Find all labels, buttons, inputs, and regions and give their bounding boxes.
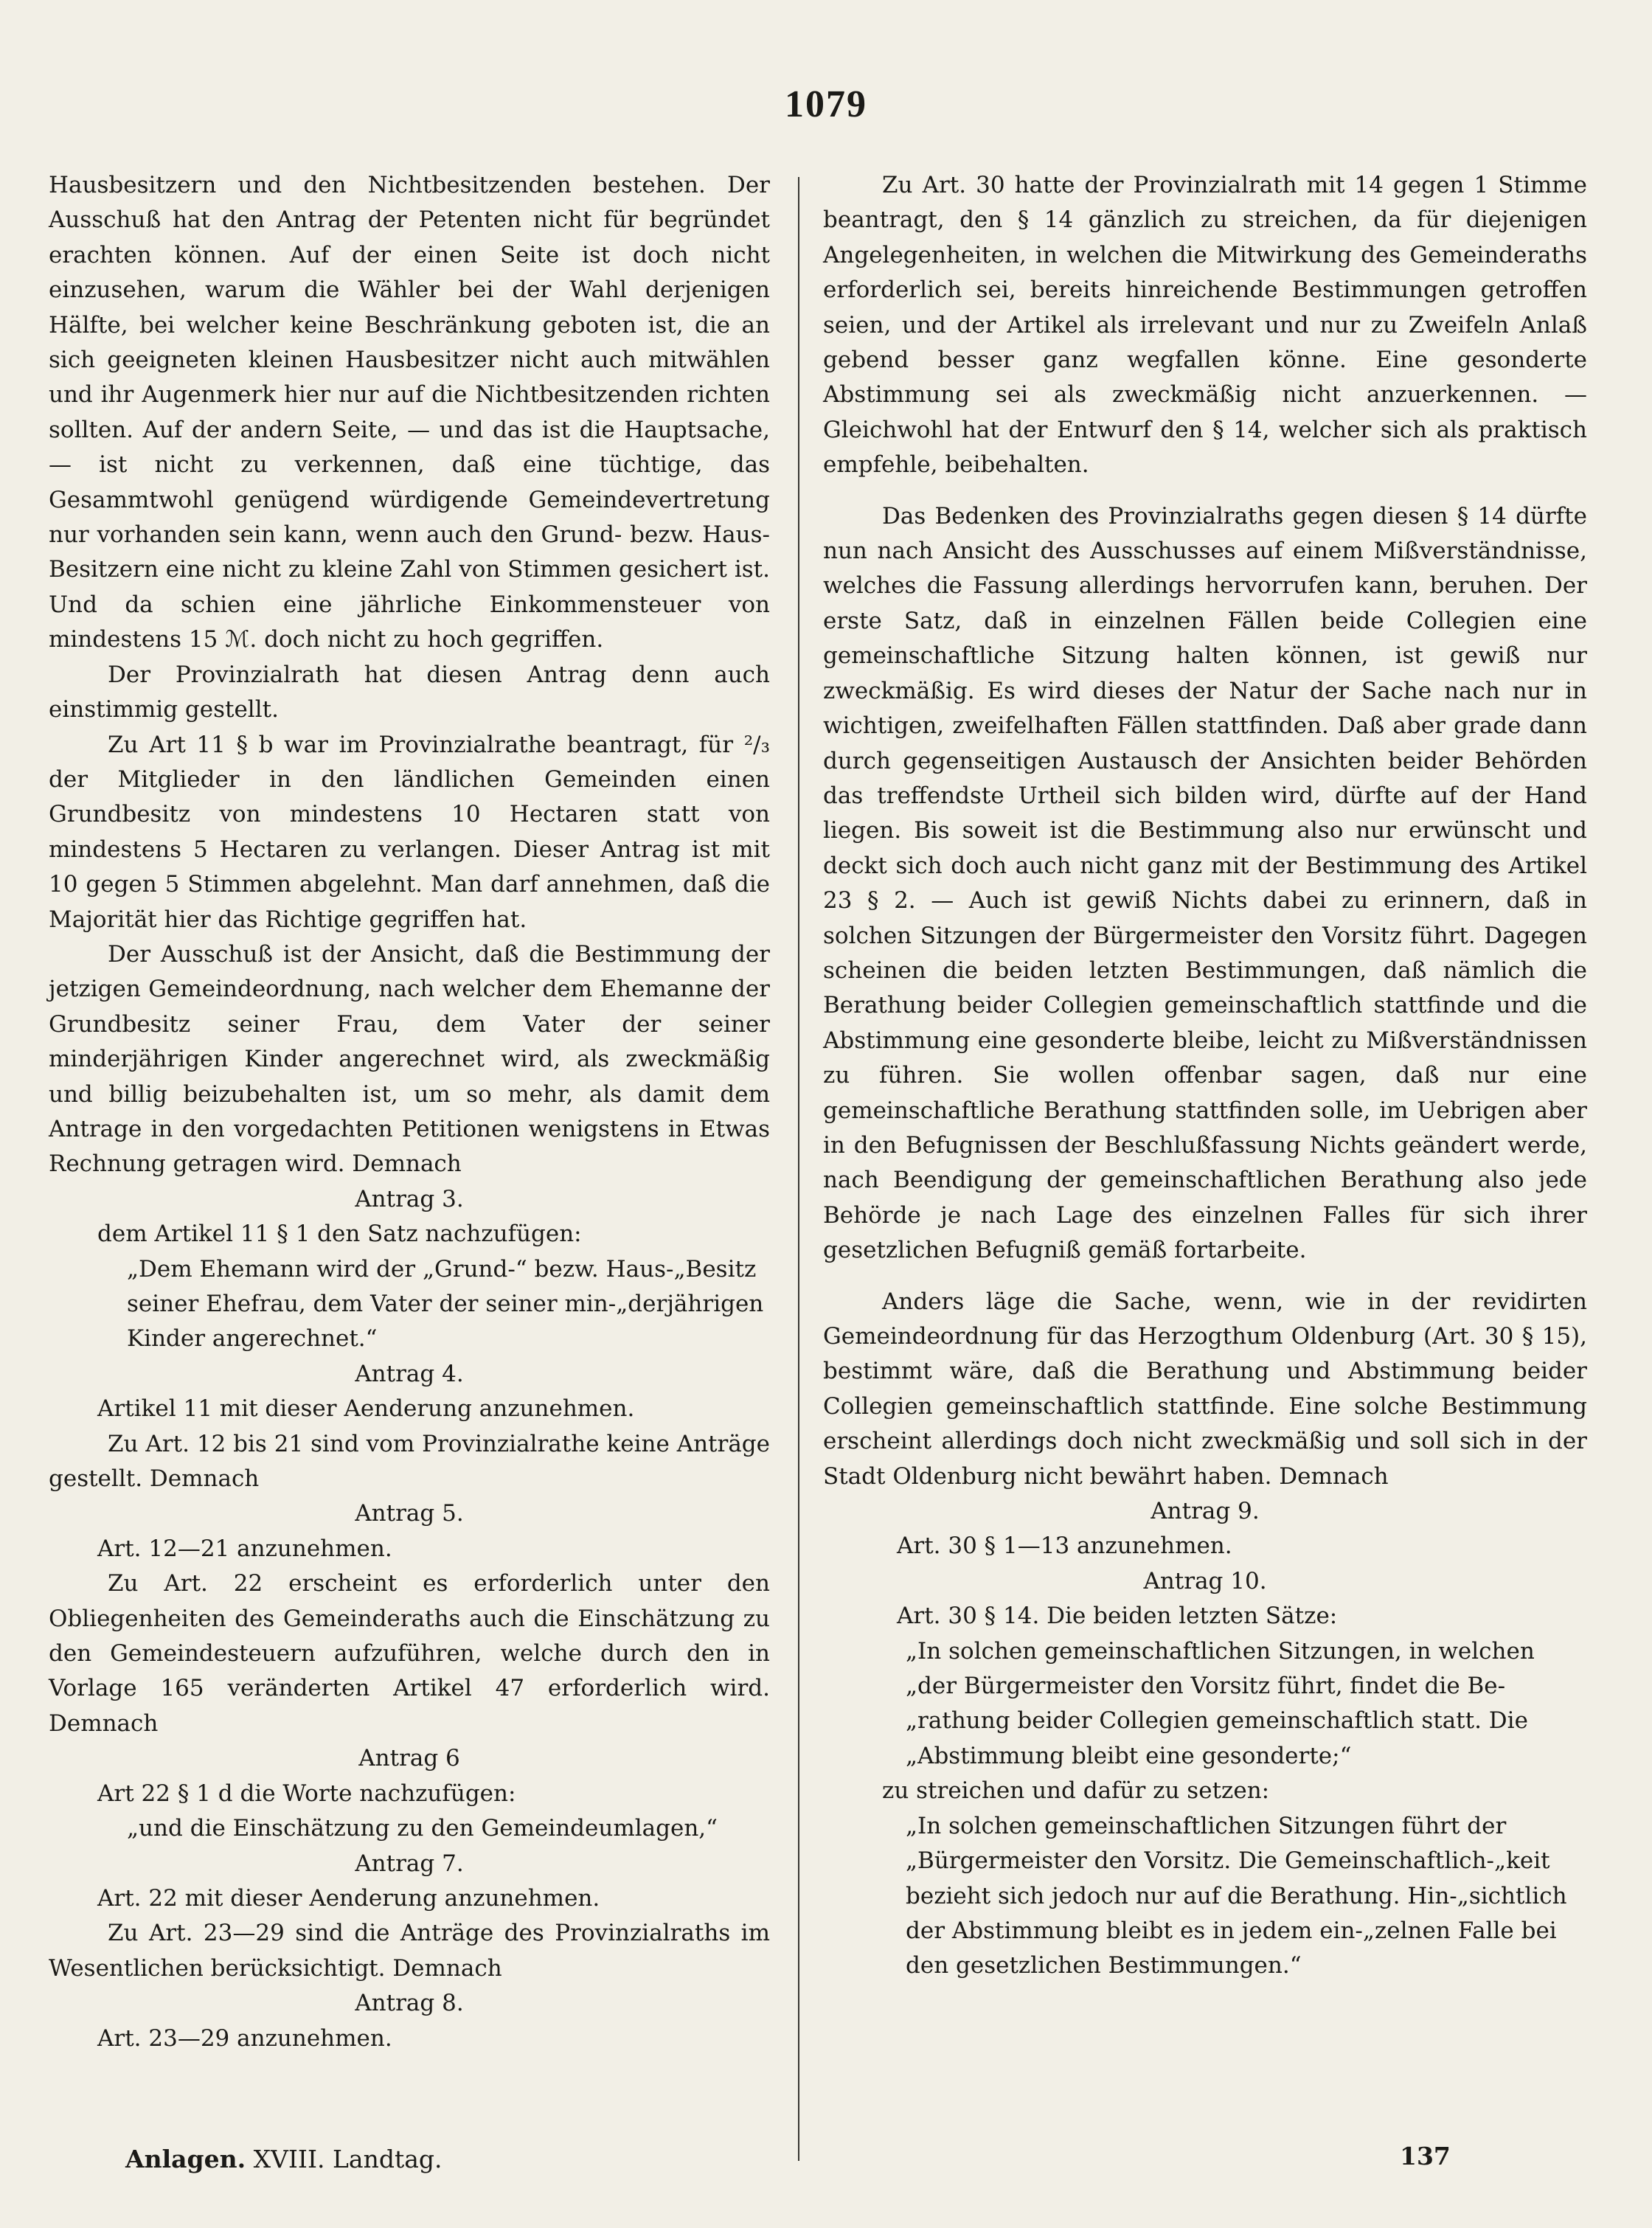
left-paragraph: Zu Art. 12 bis 21 sind vom Provinzialrathe keine Anträge gestellt. Demnach: [49, 1430, 770, 1493]
left-paragraph: Hausbesitzern und den Nichtbesitzenden bestehen. Der Ausschuß hat den Antrag der Petenten nicht für begründet erachten können. Auf der einen Seite ist doch nicht einzusehen, warum die Wähler bei der Wahl derjenigen Hälfte, bei welcher keine Beschränkung geboten ist, die an sich geeigneten kleinen Hausbesitzer nicht auch mitwählen und ihr Augenmerk hier nur auf die Nichtbesitzenden richten sollten. Auf der andern Seite, — und das ist die Hauptsache, — ist nicht zu verkennen, daß eine tüchtige, das Gesammtwohl genügend würdigende Gemeindevertretung nur vorhanden sein kann, wenn auch den Grund- bezw. Haus-Besitzern eine nicht zu kleine Zahl von Stimmen gesichert ist. Und da schien eine jährliche Einkommensteuer von mindestens 15 ℳ. doch nicht zu hoch gegriffen.: [49, 172, 770, 653]
right-paragraph: „In solchen gemeinschaftlichen Sitzungen führt der „Bürgermeister den Vorsitz. Die Gemeinschaftlich-„keit bezieht sich jedoch nur auf die Berathung. Hin-„sichtlich der Abstimmung bleibt es in jedem ein-„zelnen Falle bei den gesetzlichen Bestimmungen.“: [906, 1812, 1567, 1979]
left-motion-heading: Antrag 8.: [355, 1990, 464, 2017]
left-motion-heading: Antrag 4.: [355, 1360, 464, 1387]
left-motion-heading: Antrag 7.: [355, 1850, 464, 1877]
right-paragraph: Das Bedenken des Provinzialraths gegen diesen § 14 dürfte nun nach Ansicht des Ausschusses auf einem Mißverständnisse, welches die Fassung allerdings hervorrufen kann, beruhen. Der erste Satz, daß in einzelnen Fällen beide Collegien eine gemeinschaftliche Sitzung halten können, ist gewiß nur zweckmäßig. Es wird dieses der Natur der Sache nach nur in wichtigen, zweifelhaften Fällen stattfinden. Daß aber grade dann durch gegenseitigen Austausch der Ansichten beider Behörden das treffendste Urtheil sich bilden wird, dürfte auf der Hand liegen. Bis soweit ist die Bestimmung also nur erwünscht und deckt sich doch auch nicht ganz mit der Bestimmung des Artikel 23 § 2. — Auch ist gewiß Nichts dabei zu erinnern, daß in solchen Sitzungen der Bürgermeister den Vorsitz führt. Dagegen scheinen die beiden letzten Bestimmungen, daß nämlich die Berathung beider Collegien gemeinschaftlich stattfinde und die Abstimmung eine gesonderte bleibe, leicht zu Mißverständnissen zu führen. Sie wollen offenbar sagen, daß nur eine gemeinschaftliche Berathung stattfinden solle, im Uebrigen aber in den Befugnissen der Beschlußfassung Nichts geändert werde, nach Beendigung der gemeinschaftlichen Berathung also jede Behörde je nach Lage des einzelnen Falles für sich ihrer gesetzlichen Befugniß gemäß fortarbeite.: [823, 502, 1587, 1264]
right-motion-heading: Antrag 10.: [1143, 1567, 1267, 1594]
left-paragraph: Der Provinzialrath hat diesen Antrag denn auch einstimmig gestellt.: [49, 661, 770, 723]
right-paragraph: Art. 30 § 1—13 anzunehmen.: [897, 1533, 1232, 1560]
left-paragraph: Zu Art 11 § b war im Provinzialrathe beantragt, für ²/₃ der Mitglieder in den ländlichen Gemeinden einen Grundbesitz von mindestens 10 Hectaren statt von mindestens 5 Hectaren zu verlangen. Dieser Antrag ist mit 10 gegen 5 Stimmen abgelehnt. Man darf annehmen, daß die Majorität hier das Richtige gegriffen hat.: [49, 731, 770, 933]
right-paragraph: Art. 30 § 14. Die beiden letzten Sätze:: [897, 1603, 1338, 1630]
left-paragraph: Zu Art. 22 erscheint es erforderlich unter den Obliegenheiten des Gemeinderaths auch die Einschätzung zu den Gemeindesteuern aufzuführen, welche durch den in Vorlage 165 veränderten Artikel 47 erforderlich wird. Demnach: [49, 1570, 770, 1737]
right-paragraph: Anders läge die Sache, wenn, wie in der revidirten Gemeindeordnung für das Herzogthum Oldenburg (Art. 30 § 15), bestimmt wäre, daß die Berathung und Abstimmung beider Collegien gemeinschaftlich stattfinde. Eine solche Bestimmung erscheint allerdings doch nicht zweckmäßig und soll sich in der Stadt Oldenburg nicht bewährt haben. Demnach: [823, 1288, 1587, 1490]
left-paragraph: „und die Einschätzung zu den Gemeindeumlagen,“: [127, 1815, 718, 1842]
left-paragraph: Art 22 § 1 d die Worte nachzufügen:: [97, 1780, 516, 1807]
left-paragraph: dem Artikel 11 § 1 den Satz nachzufügen:: [97, 1221, 582, 1248]
left-motion-heading: Antrag 3.: [355, 1185, 464, 1212]
right-paragraph: zu streichen und dafür zu setzen:: [882, 1777, 1270, 1805]
page-number: 1079: [785, 83, 867, 125]
left-column: [49, 168, 770, 2056]
column-divider: [798, 177, 799, 2161]
left-motion-heading: Antrag 5.: [355, 1500, 464, 1527]
right-column: [823, 168, 1587, 1984]
left-motion-heading: Antrag 6: [358, 1745, 460, 1772]
footer-left: [125, 2145, 442, 2173]
right-paragraph: „In solchen gemeinschaftlichen Sitzungen, in welchen „der Bürgermeister den Vorsitz führt, findet die Be-„rathung beider Collegien gemeinschaftlich statt. Die „Abstimmung bleibt eine gesonderte;“: [906, 1637, 1535, 1769]
left-paragraph: Art. 23—29 anzunehmen.: [97, 2024, 392, 2052]
left-paragraph: Der Ausschuß ist der Ansicht, daß die Bestimmung der jetzigen Gemeindeordnung, nach welcher dem Ehemanne der Grundbesitz seiner Frau, dem Vater der seiner minderjährigen Kinder angerechnet wird, als zweckmäßig und billig beizubehalten ist, um so mehr, als damit dem Antrage in den vorgedachten Petitionen wenigstens in Etwas Rechnung getragen wird. Demnach: [49, 940, 770, 1178]
left-paragraph: Art. 12—21 anzunehmen.: [97, 1535, 392, 1562]
left-paragraph: Art. 22 mit dieser Aenderung anzunehmen.: [97, 1884, 600, 1912]
right-motion-heading: Antrag 9.: [1150, 1498, 1260, 1525]
left-paragraph: Artikel 11 mit dieser Aenderung anzunehmen.: [97, 1395, 635, 1423]
left-paragraph: „Dem Ehemann wird der „Grund-“ bezw. Haus-„Besitz seiner Ehefrau, dem Vater der seiner min-„derjährigen Kinder angerechnet.“: [127, 1255, 764, 1353]
footer-sheet-number: 137: [1400, 2142, 1451, 2170]
footer-annex-label: Anlagen.: [125, 2145, 246, 2173]
footer-landtag-label: XVIII. Landtag.: [246, 2145, 442, 2173]
right-paragraph: Zu Art. 30 hatte der Provinzialrath mit 14 gegen 1 Stimme beantragt, den § 14 gänzlich zu streichen, da für diejenigen Angelegenheiten, in welchen die Mitwirkung des Gemeinderaths erforderlich sei, bereits hinreichende Bestimmungen getroffen seien, und der Artikel als irrelevant und nur zu Zweifeln Anlaß gebend besser ganz wegfallen könne. Eine gesonderte Abstimmung sei als zweckmäßig nicht anzuerkennen. — Gleichwohl hat der Entwurf den § 14, welcher sich als praktisch empfehle, beibehalten.: [823, 172, 1587, 479]
left-paragraph: Zu Art. 23—29 sind die Anträge des Provinzialraths im Wesentlichen berücksichtigt. Demnach: [49, 1920, 770, 1982]
